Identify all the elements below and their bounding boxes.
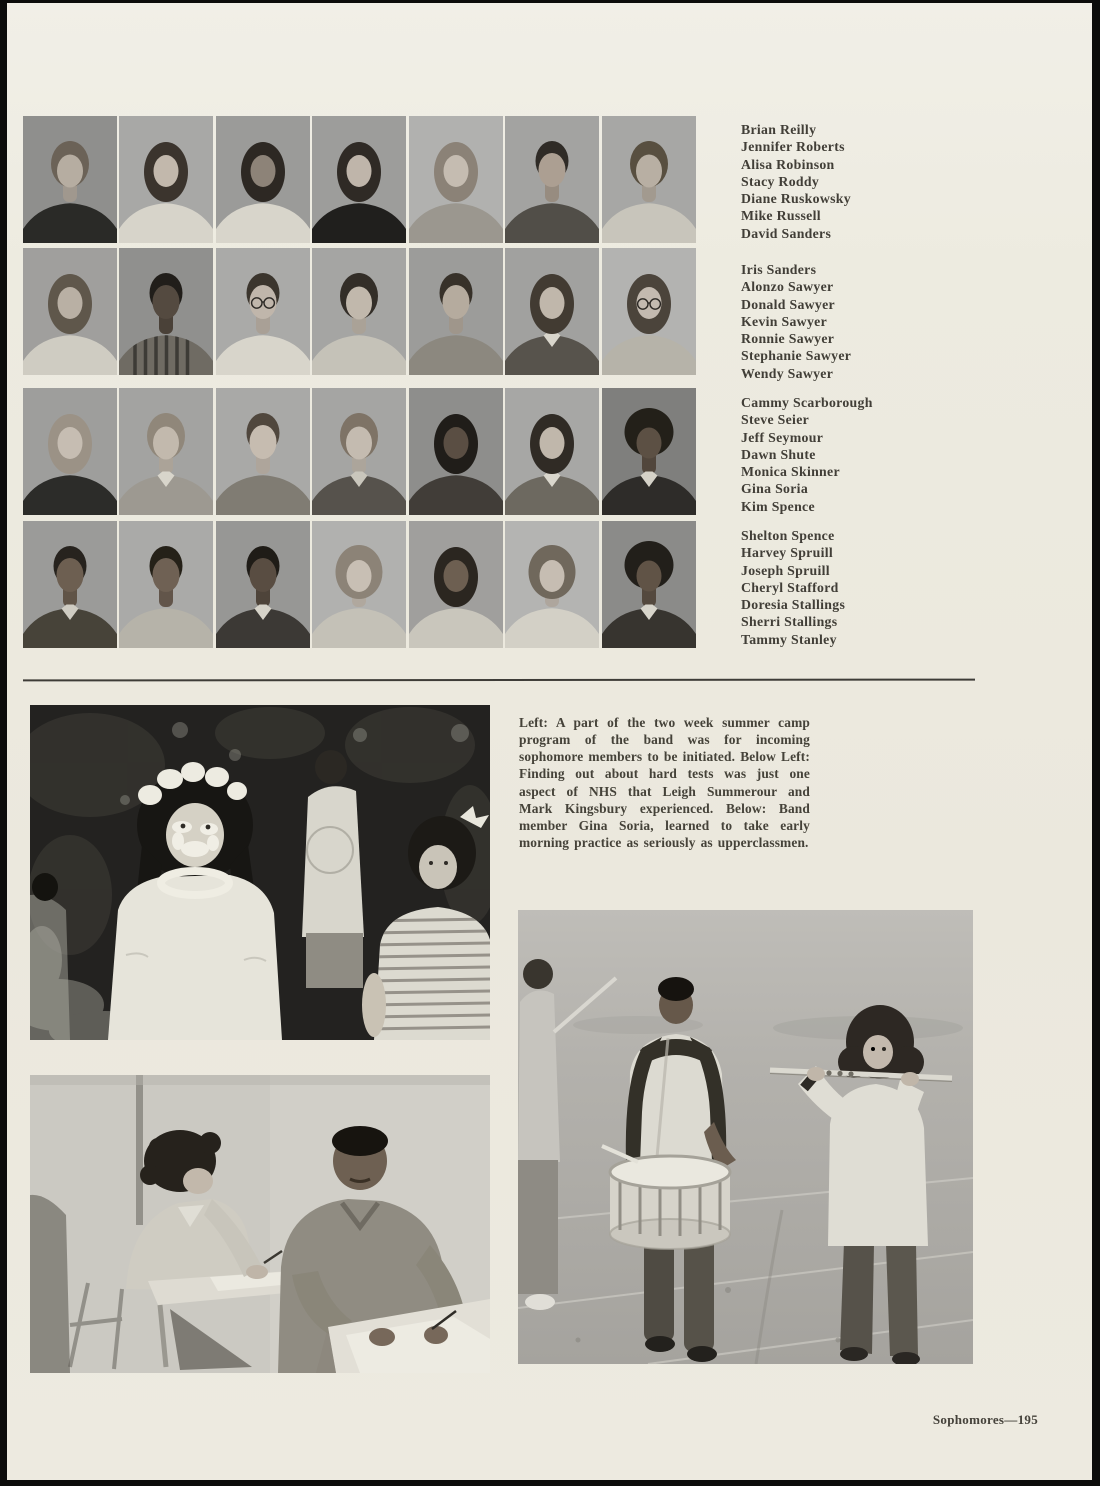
portrait-photo <box>505 521 599 648</box>
scan-border-right <box>1092 0 1100 1486</box>
portrait-photo <box>409 248 503 375</box>
student-name: Ronnie Sawyer <box>741 331 835 347</box>
name-column <box>741 261 991 382</box>
student-name: Steve Seier <box>741 412 810 428</box>
page-number: Sophomores—195 <box>932 1412 1038 1427</box>
name-column <box>741 121 991 242</box>
portrait-photo <box>505 248 599 375</box>
portrait-photo <box>312 521 406 648</box>
portrait-photo <box>409 116 503 243</box>
portrait-photo <box>312 116 406 243</box>
student-name: Monica Skinner <box>741 464 840 480</box>
student-name: Alisa Robinson <box>741 156 835 172</box>
student-name: Dawn Shute <box>741 446 816 462</box>
portrait-photo <box>312 248 406 375</box>
portrait-photo <box>119 521 213 648</box>
portrait-photo <box>505 388 599 515</box>
student-name: Gina Soria <box>741 481 809 497</box>
portrait-photo <box>602 388 696 515</box>
student-name: Stephanie Sawyer <box>741 348 852 364</box>
student-name: Donald Sawyer <box>741 296 835 312</box>
name-column <box>741 394 991 515</box>
scan-border-bottom <box>0 1480 1100 1486</box>
portrait-photo <box>409 521 503 648</box>
student-name: Sherri Stallings <box>741 614 838 630</box>
portrait-photo <box>23 116 117 243</box>
portrait-photo <box>602 248 696 375</box>
student-name: Cammy Scarborough <box>741 395 873 410</box>
portrait-photo <box>216 521 310 648</box>
portrait-photo <box>216 248 310 375</box>
student-name: Brian Reilly <box>741 122 817 137</box>
portrait-photo <box>119 116 213 243</box>
portrait-photo <box>216 116 310 243</box>
portrait-photo <box>602 116 696 243</box>
portrait-photo <box>119 388 213 515</box>
photo-band-camp-initiation <box>30 705 490 1040</box>
student-name: Alonzo Sawyer <box>741 279 834 295</box>
portrait-photo <box>602 521 696 648</box>
portrait-photo <box>216 388 310 515</box>
student-name: Harvey Spruill <box>741 545 833 561</box>
student-name: Tammy Stanley <box>741 631 837 647</box>
student-name: Shelton Spence <box>741 528 835 543</box>
portrait-photo <box>505 116 599 243</box>
student-name: Jeff Seymour <box>741 429 824 445</box>
student-name: Kevin Sawyer <box>741 313 827 329</box>
portrait-photo <box>23 248 117 375</box>
student-name: Diane Ruskowsky <box>741 191 851 207</box>
student-name: Mike Russell <box>741 208 821 224</box>
student-name: David Sanders <box>741 225 832 241</box>
student-name: Stacy Roddy <box>741 173 820 189</box>
photo-nhs-test-taking <box>30 1075 490 1373</box>
section-divider-rule <box>23 679 975 682</box>
student-name: Iris Sanders <box>741 262 817 277</box>
photo-caption: Left: A part of the two week summer camp program of the band was for incoming sophomore members to be initiated. Below Left: Finding out about hard tests was just one aspect of NHS that Leigh Summerour and Mark Kingsbury experienced. Below: Band member Gina Soria, learned to take early morning practice as seriously as upperclassmen. <box>519 715 810 851</box>
portrait-photo <box>312 388 406 515</box>
scan-border-top <box>0 0 1100 3</box>
student-name: Doresia Stallings <box>741 597 846 613</box>
portrait-photo <box>119 248 213 375</box>
portrait-photo <box>23 388 117 515</box>
portrait-photo <box>409 388 503 515</box>
student-name: Cheryl Stafford <box>741 579 839 595</box>
student-name: Wendy Sawyer <box>741 365 834 381</box>
portrait-photo <box>23 521 117 648</box>
student-name: Joseph Spruill <box>741 562 830 578</box>
student-name: Kim Spence <box>741 498 815 514</box>
scan-border-left <box>0 0 7 1486</box>
name-column <box>741 527 991 648</box>
photo-band-morning-practice <box>518 910 973 1364</box>
student-name: Jennifer Roberts <box>741 139 845 155</box>
